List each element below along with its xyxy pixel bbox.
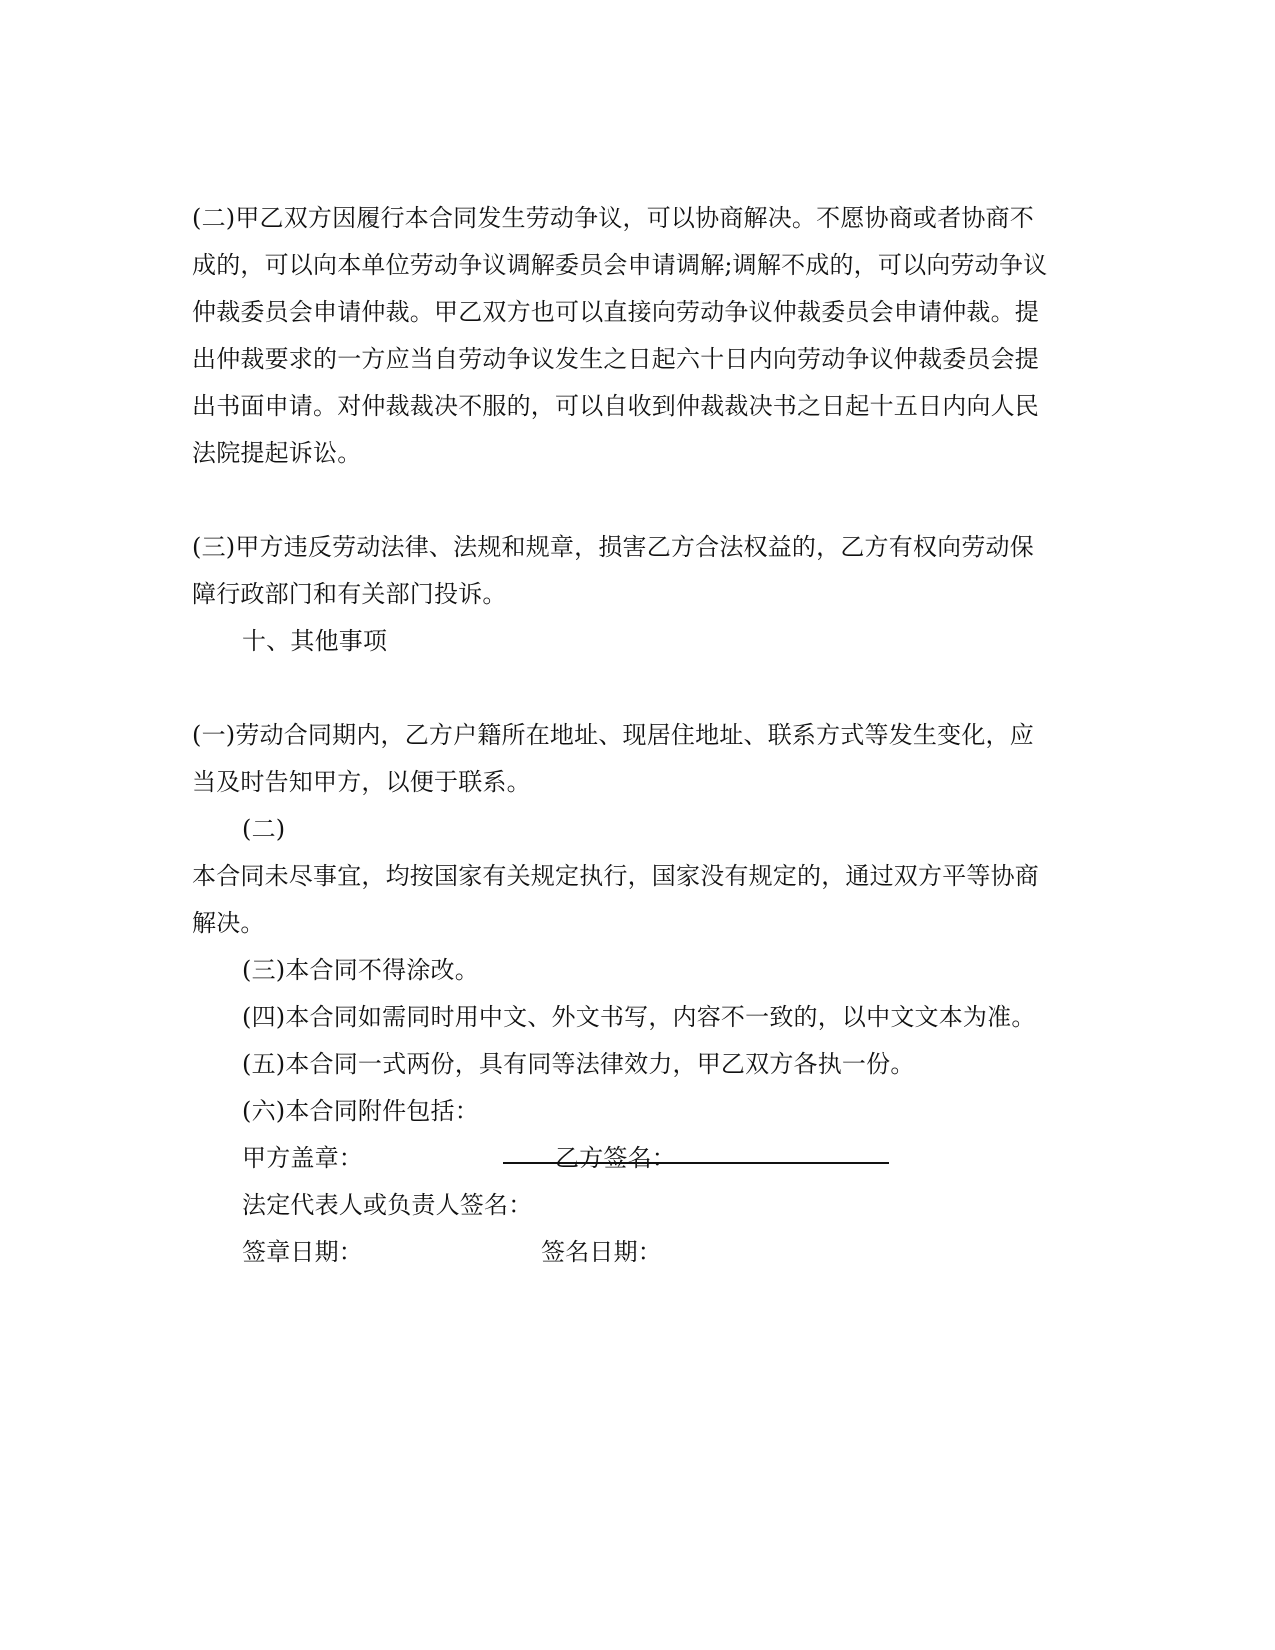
party-b-signature-label: 乙方签名： bbox=[555, 1144, 676, 1172]
item-one-line-1: (一)劳动合同期内，乙方户籍所在地址、现居住地址、联系方式等发生变化，应 bbox=[192, 721, 1034, 749]
seal-date-label: 签章日期： bbox=[242, 1238, 363, 1266]
item-two-line-1: 本合同未尽事宜，均按国家有关规定执行，国家没有规定的，通过双方平等协商 bbox=[192, 862, 1039, 890]
dispute-paragraph-line-5: 出书面申请。对仲裁裁决不服的，可以自收到仲裁裁决书之日起十五日内向人民 bbox=[192, 392, 1039, 420]
item-one-line-2: 当及时告知甲方，以便于联系。 bbox=[192, 768, 531, 796]
dispute-paragraph-line-3: 仲裁委员会申请仲裁。甲乙双方也可以直接向劳动争议仲裁委员会申请仲裁。提 bbox=[192, 298, 1039, 326]
item-four: (四)本合同如需同时用中文、外文书写，内容不一致的，以中文文本为准。 bbox=[242, 1003, 1036, 1031]
legal-representative-signature-label: 法定代表人或负责人签名： bbox=[242, 1191, 533, 1219]
dispute-paragraph-line-2: 成的，可以向本单位劳动争议调解委员会申请调解;调解不成的，可以向劳动争议 bbox=[192, 251, 1048, 279]
party-a-seal-label: 甲方盖章： bbox=[242, 1144, 363, 1172]
item-three: (三)本合同不得涂改。 bbox=[242, 956, 479, 984]
item-six: (六)本合同附件包括： bbox=[242, 1097, 479, 1125]
complaint-paragraph-line-1: (三)甲方违反劳动法律、法规和规章，损害乙方合法权益的，乙方有权向劳动保 bbox=[192, 533, 1034, 561]
signature-date-label: 签名日期： bbox=[541, 1238, 662, 1266]
dispute-paragraph-line-6: 法院提起诉讼。 bbox=[192, 439, 362, 467]
item-two-number: (二) bbox=[242, 815, 286, 843]
section-ten-heading: 十、其他事项 bbox=[242, 627, 388, 655]
dispute-paragraph-line-1: (二)甲乙双方因履行本合同发生劳动争议，可以协商解决。不愿协商或者协商不 bbox=[192, 204, 1034, 232]
item-five: (五)本合同一式两份，具有同等法律效力，甲乙双方各执一份。 bbox=[242, 1050, 915, 1078]
complaint-paragraph-line-2: 障行政部门和有关部门投诉。 bbox=[192, 580, 507, 608]
item-two-line-2: 解决。 bbox=[192, 909, 265, 937]
dispute-paragraph-line-4: 出仲裁要求的一方应当自劳动争议发生之日起六十日内向劳动争议仲裁委员会提 bbox=[192, 345, 1039, 373]
